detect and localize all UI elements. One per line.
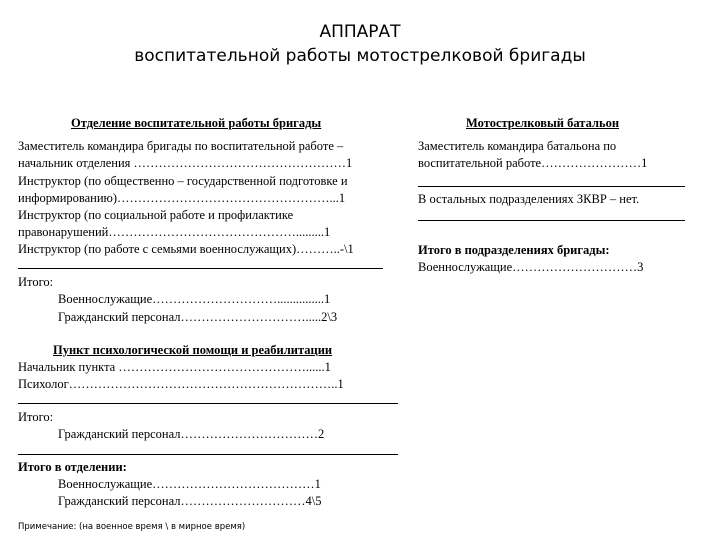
divider — [18, 268, 383, 269]
psych-total-label: Итого: — [18, 410, 54, 424]
dept-total-civil: Гражданский персонал…………………………4\5 — [58, 494, 322, 508]
divider — [418, 186, 685, 187]
page-subtitle: воспитательной работы мотострелковой бригады — [134, 46, 586, 66]
left-line: правонарушений……………………………………….........1 — [18, 225, 331, 239]
left-line: Инструктор (по общественно – государственной подготовке и — [18, 174, 348, 188]
dept-total-military: Военнослужащие…………………………………1 — [58, 477, 321, 491]
total-military: Военнослужащие…………………………...............1 — [58, 292, 331, 306]
divider — [18, 454, 398, 455]
right-line: воспитательной работе……………………1 — [418, 156, 648, 170]
left-heading: Отделение воспитательной работы бригады — [71, 116, 322, 130]
divider — [418, 220, 685, 221]
dept-total-label: Итого в отделении: — [18, 460, 127, 474]
psych-line: Психолог………………………………………………………..1 — [18, 377, 344, 391]
left-line: Заместитель командира бригады по воспитательной работе – — [18, 139, 344, 153]
left-line: Инструктор (по работе с семьями военнослужащих)………..-\1 — [18, 242, 354, 256]
total-label: Итого: — [18, 275, 54, 289]
right-total-military: Военнослужащие…………………………3 — [418, 260, 644, 274]
right-other-units: В остальных подразделениях ЗКВР – нет. — [418, 192, 640, 206]
divider — [18, 403, 398, 404]
footnote: Примечание: (на военное время \ в мирное время) — [18, 522, 246, 532]
right-heading: Мотострелковый батальон — [466, 116, 620, 130]
psych-heading: Пункт психологической помощи и реабилитации — [53, 343, 333, 357]
right-line: Заместитель командира батальона по — [418, 139, 617, 153]
psych-total-civil: Гражданский персонал……………………………2 — [58, 427, 325, 441]
left-line: информированию)……………………………………………...1 — [18, 191, 346, 205]
left-line: Инструктор (по социальной работе и профилактике — [18, 208, 294, 222]
right-total-heading: Итого в подразделениях бригады: — [418, 243, 610, 257]
total-civil: Гражданский персонал………………………….....2\3 — [58, 310, 338, 324]
left-line: начальник отделения ……………………………………………1 — [18, 156, 353, 170]
psych-line: Начальник пункта ………………………………………......1 — [18, 360, 331, 374]
page-title: АППАРАТ — [319, 22, 401, 42]
